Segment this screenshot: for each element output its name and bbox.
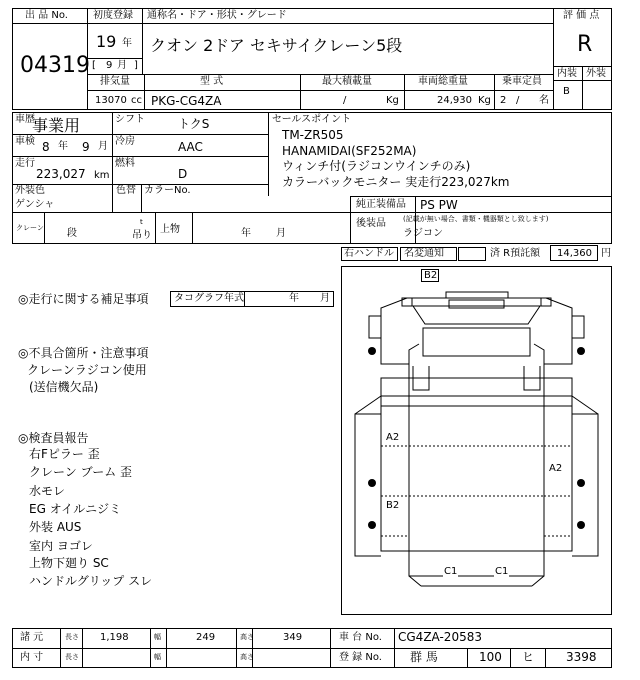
inspection-month-unit: 月 <box>98 141 108 152</box>
eval-label: 評 価 点 <box>563 10 600 21</box>
damage-mark: B2 <box>386 500 400 511</box>
sales-point-line: HANAMIDAI(SF252MA) <box>282 144 417 158</box>
exterior-label: 外装 <box>586 68 606 79</box>
first-reg-year: 19 <box>96 32 117 51</box>
defect-line: (送信機欠品) <box>29 380 99 394</box>
first-reg-label: 初度登録 <box>93 10 133 21</box>
gross-weight-value: 24,930 <box>437 95 472 106</box>
truck-diagram <box>341 266 612 615</box>
windshield <box>413 306 540 324</box>
chassis-label: 車 台 No. <box>339 632 382 643</box>
wheel-mid-left <box>368 479 376 487</box>
name-change-check <box>458 247 486 261</box>
month-unit: 月 <box>117 60 127 71</box>
lot-number: 04319 <box>20 53 90 78</box>
height-label: 高さ <box>240 633 254 641</box>
reg-class: 100 <box>479 650 502 664</box>
model-label: 通称名・ドア・形状・グレード <box>147 10 287 21</box>
displacement-label: 排気量 <box>100 76 130 87</box>
displacement-unit: cc <box>131 95 142 106</box>
type-label: 型 式 <box>200 76 224 87</box>
shift-value: トクS <box>178 117 210 131</box>
name-change-label: 名変通知 <box>404 248 444 259</box>
inspector-line: ハンドルグリップ スレ <box>29 574 153 588</box>
damage-mark: C1 <box>444 566 458 577</box>
sales-point-line: ウィンチ付(ラジコンウインチのみ) <box>282 159 471 173</box>
reg-region: 群 馬 <box>410 650 438 664</box>
reg-kana: ヒ <box>522 650 535 664</box>
width-value: 249 <box>196 632 216 643</box>
wheel-rear-left <box>368 521 376 529</box>
first-reg-month: 9 <box>106 60 113 71</box>
damage-mark: C1 <box>495 566 509 577</box>
inner-length-label: 長さ <box>65 653 79 661</box>
fuel-value: D <box>178 167 188 181</box>
inspector-line: 外装 AUS <box>29 520 82 534</box>
driving-notes-title: ◎走行に関する補足事項 <box>18 292 149 306</box>
capacity-unit: 名 <box>539 95 549 106</box>
recycle-unit: 円 <box>601 248 611 259</box>
wheel-rear-right <box>577 521 585 529</box>
lot-label: 出 品 No. <box>25 10 68 21</box>
wheels <box>368 347 585 529</box>
rear-gate <box>409 551 544 576</box>
fuel-label: 燃料 <box>115 158 135 169</box>
max-load-value: / <box>343 95 347 106</box>
first-reg-month-close: ] <box>134 60 138 71</box>
wheel-mid-right <box>577 479 585 487</box>
recycle-value: 14,360 <box>557 248 592 259</box>
inspector-line: EG オイルニジミ <box>29 502 122 516</box>
dims-label: 諸 元 <box>20 632 44 643</box>
history-value: 事業用 <box>32 116 81 135</box>
history-label: 車歴 <box>15 114 35 125</box>
max-load-label: 最大積載量 <box>322 76 372 87</box>
model-code: PKG-CG4ZA <box>151 94 222 108</box>
displacement-value: 13070 <box>95 95 127 106</box>
shift-label: シフト <box>115 114 145 125</box>
inspector-line: クレーン ブーム 歪 <box>29 465 133 479</box>
right-gate <box>572 414 598 556</box>
inner-height-label: 高さ <box>240 653 254 661</box>
eval-score: R <box>577 32 593 57</box>
tacho-label: タコグラフ年式 <box>174 293 244 304</box>
roof-marker <box>449 300 504 308</box>
mileage-unit: km <box>94 170 110 181</box>
genuine-value: PS PW <box>420 198 458 212</box>
crane-ton-unit: t <box>140 218 143 226</box>
aftermarket-value: ラジコン <box>403 228 443 239</box>
damage-mark: B2 <box>424 270 438 281</box>
upper-year-unit: 年 <box>241 228 251 239</box>
capacity-value: 2 <box>500 95 507 106</box>
inspection-year: 8 <box>42 140 50 154</box>
sales-points-label: セールスポイント <box>272 114 352 125</box>
upper-month-unit: 月 <box>276 228 286 239</box>
max-load-unit: Kg <box>386 95 399 106</box>
length-value: 1,198 <box>100 632 129 643</box>
ext-color-label: 外装色 <box>15 185 45 196</box>
chassis-value: CG4ZA-20583 <box>398 630 482 644</box>
crane-stage-unit: 段 <box>67 228 77 239</box>
capacity-sep: / <box>516 95 520 106</box>
inspection-month: 9 <box>82 140 90 154</box>
inspection-year-unit: 年 <box>58 141 68 152</box>
recycle-label: 済 R預託額 <box>490 248 541 259</box>
crane-hoist-label: 吊り <box>132 230 152 241</box>
capacity-label: 乗車定員 <box>502 76 542 87</box>
inspector-line: 上物下廻り SC <box>29 556 109 570</box>
first-reg-month-open: [ <box>92 60 96 71</box>
inspector-line: 右Fピラー 歪 <box>29 447 100 461</box>
crane-label: クレーン <box>16 224 44 232</box>
gross-weight-unit: Kg <box>478 95 491 106</box>
gross-weight-label: 車両総重量 <box>418 76 468 87</box>
sales-point-line: カラーバックモニター 実走行223,027km <box>282 175 510 189</box>
reg-number: 3398 <box>566 650 597 664</box>
tacho-year-unit: 年 <box>289 293 299 304</box>
inspection-label: 車検 <box>15 136 35 147</box>
inspector-title: ◎検査員報告 <box>18 431 89 445</box>
color-no-label: 色替 <box>116 185 136 196</box>
interior-score: B <box>563 86 570 97</box>
wheel-front-right <box>577 347 585 355</box>
inspector-line: 室内 ヨゴレ <box>29 539 93 553</box>
inner-label: 内 寸 <box>20 652 44 663</box>
sales-point-line: TM-ZR505 <box>282 128 344 142</box>
width-label: 幅 <box>154 633 161 641</box>
ac-value: AAC <box>178 140 203 154</box>
front-bumper <box>446 292 508 298</box>
tacho-month-unit: 月 <box>320 293 330 304</box>
mileage-value: 223,027 <box>36 167 86 181</box>
ext-color-value: ゲンシャ <box>15 199 55 210</box>
bed-outline <box>381 378 572 551</box>
model-name: クオン 2ドア セキサイクレーン5段 <box>150 36 403 55</box>
defect-line: クレーンラジコン使用 <box>27 363 147 377</box>
year-unit: 年 <box>122 38 132 49</box>
left-mirror <box>369 316 381 338</box>
defects-title: ◎不具合箇所・注意事項 <box>18 346 149 360</box>
damage-mark: A2 <box>386 432 400 443</box>
upper-label: 上物 <box>160 224 180 235</box>
reg-label: 登 録 No. <box>339 652 382 663</box>
color-code-label: カラーNo. <box>144 185 191 196</box>
damage-mark: A2 <box>549 463 563 474</box>
inspector-line: 水モレ <box>29 484 66 498</box>
ac-label: 冷房 <box>115 136 135 147</box>
mileage-label: 走行 <box>15 158 35 169</box>
right-mirror <box>572 316 584 338</box>
height-value: 349 <box>283 632 303 643</box>
interior-label: 内装 <box>557 68 577 79</box>
inner-width-label: 幅 <box>154 653 161 661</box>
cab-outline <box>381 298 572 396</box>
aftermarket-note: (記載が無い場合、書類・機器類とし致します) <box>403 215 549 223</box>
aftermarket-label: 後装品 <box>356 218 386 229</box>
left-gate <box>355 414 381 556</box>
genuine-label: 純正装備品 <box>356 199 406 210</box>
length-label: 長さ <box>65 633 79 641</box>
cab-panel <box>423 328 530 356</box>
rhd-label: 右ハンドル <box>344 248 394 259</box>
wheel-front-left <box>368 347 376 355</box>
